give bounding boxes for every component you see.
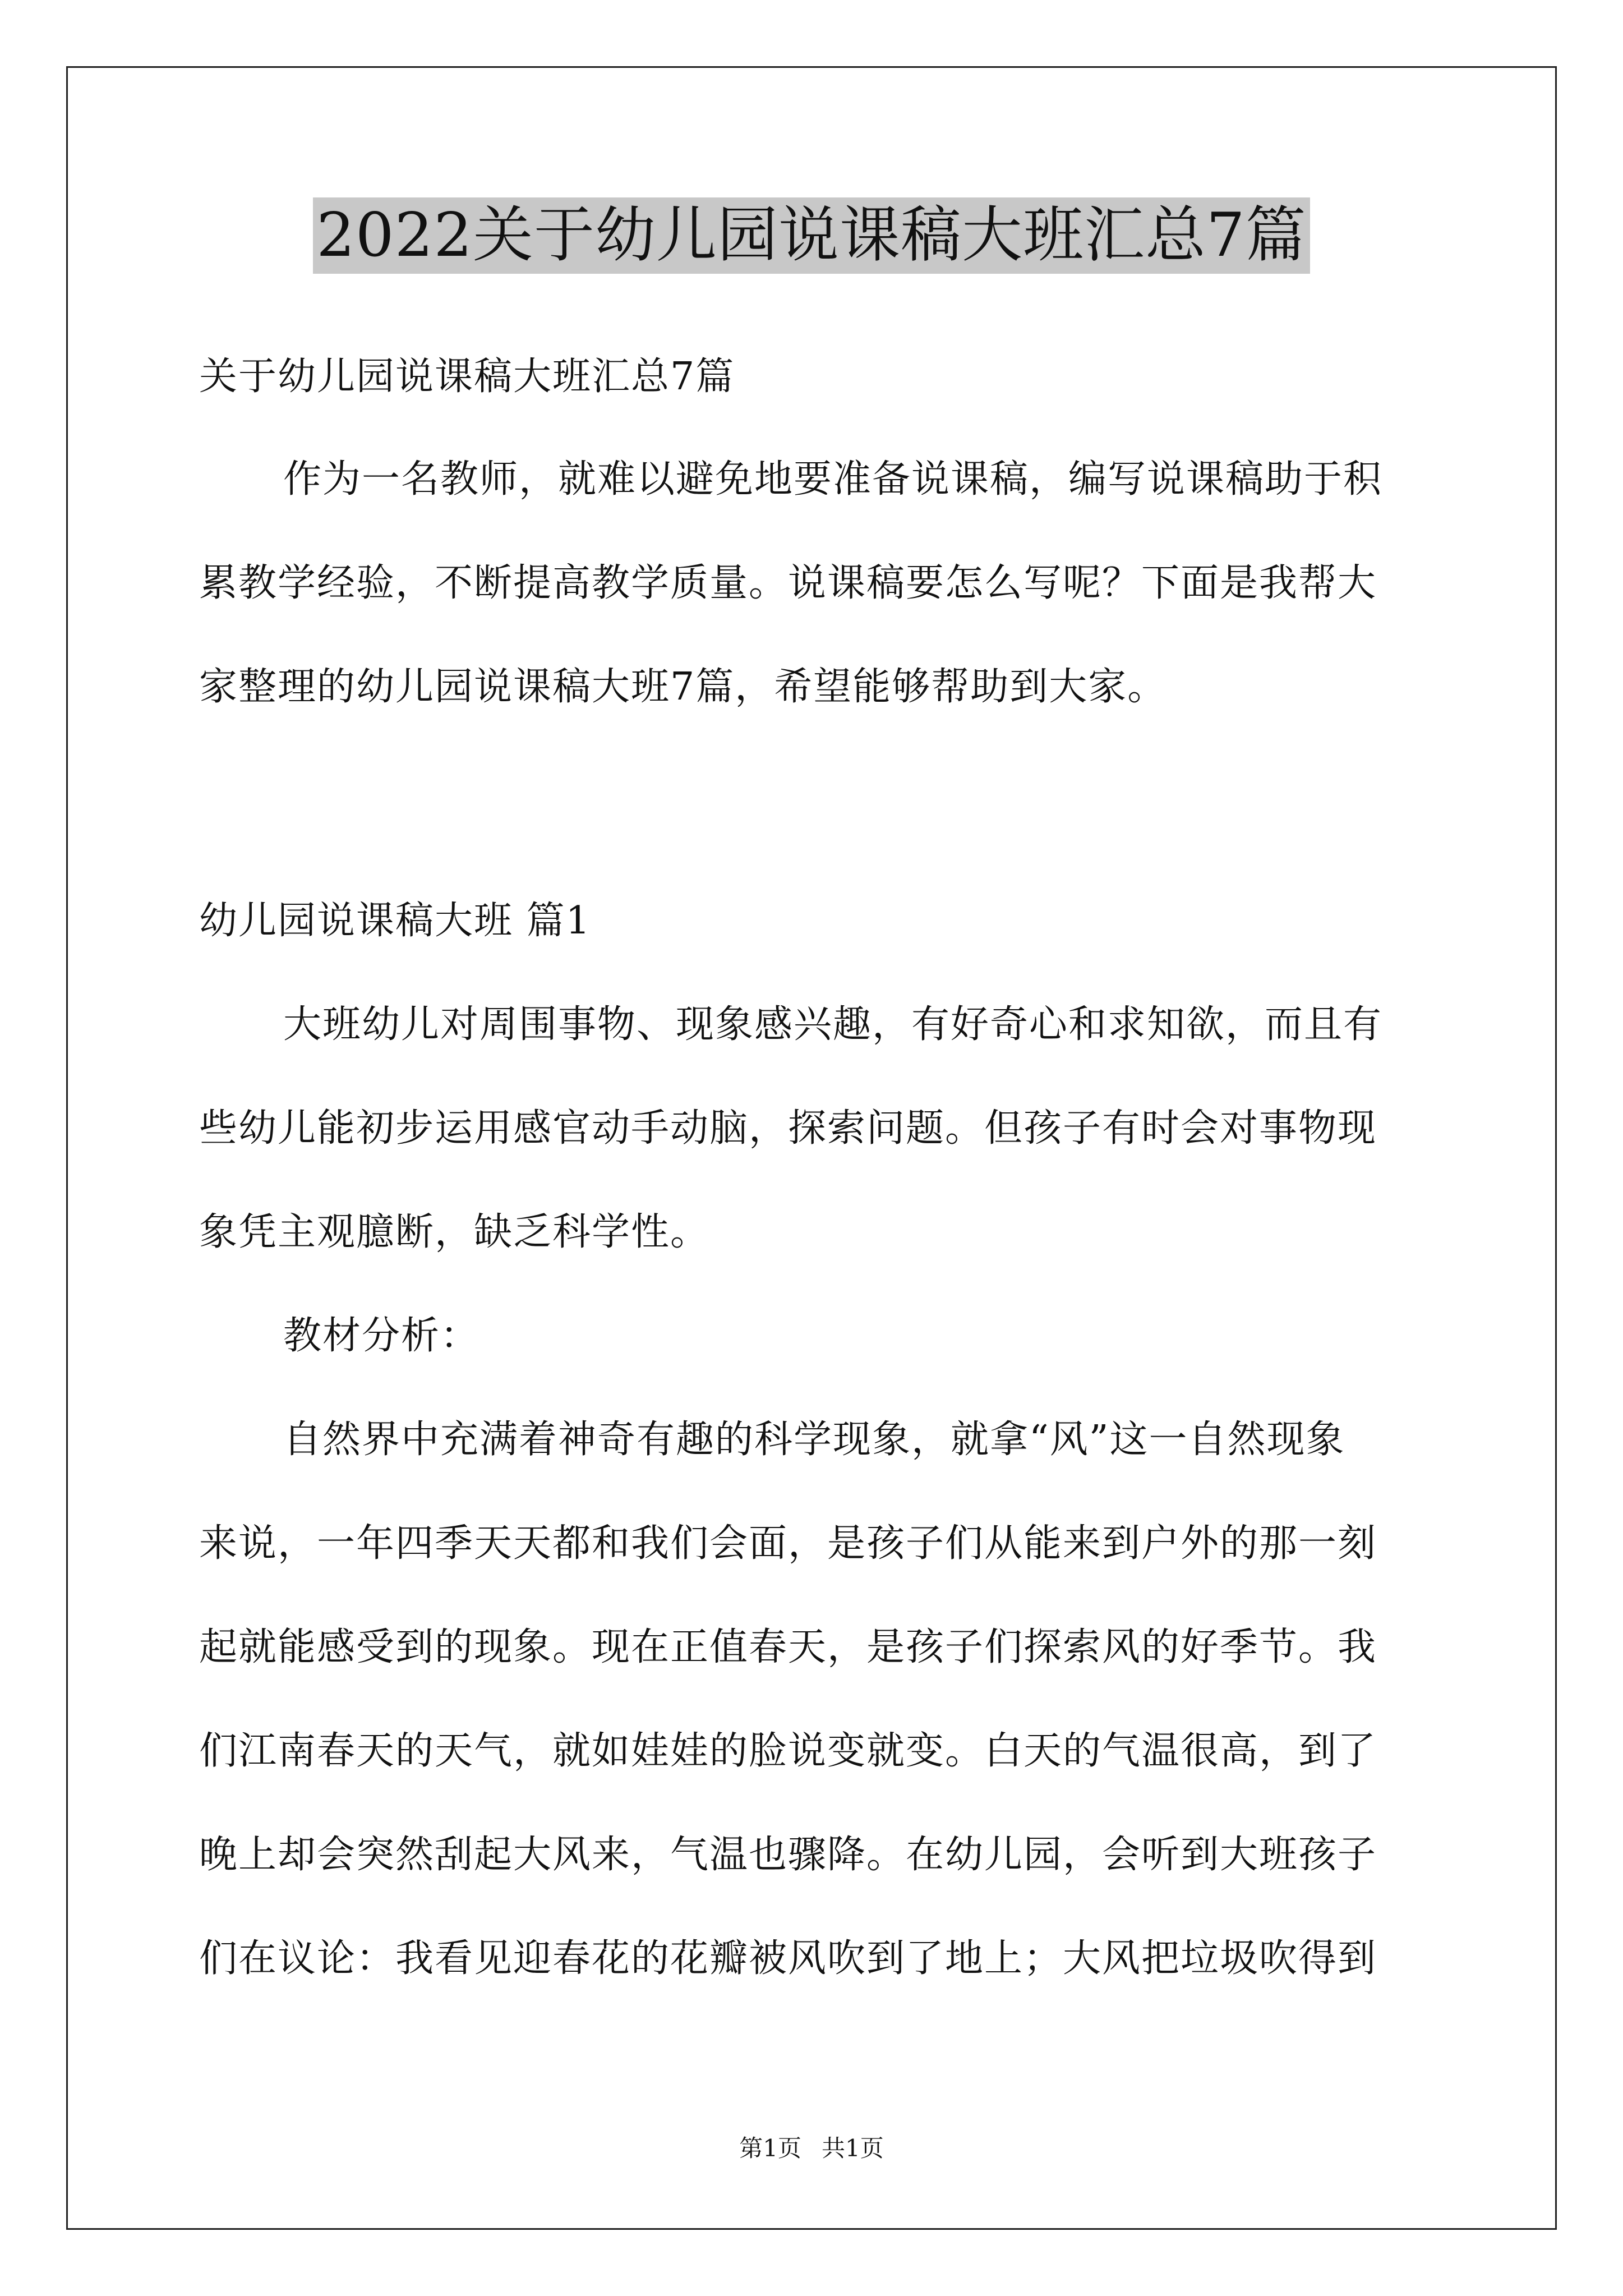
page-footer — [0, 2134, 1623, 2162]
paragraph-line: 些幼儿能初步运用感官动手动脑，探索问题。但孩子有时会对事物现 — [199, 1106, 1377, 1151]
paragraph-line: 们在议论：我看见迎春花的花瓣被风吹到了地上；大风把垃圾吹得到 — [199, 1936, 1377, 1981]
title-container — [0, 197, 1623, 274]
intro-line: 作为一名教师，就难以避免地要准备说课稿，编写说课稿助于积 — [283, 457, 1383, 501]
section-heading: 幼儿园说课稿大班 篇1 — [199, 899, 591, 943]
intro-line: 家整理的幼儿园说课稿大班7篇，希望能够帮助到大家。 — [199, 665, 1167, 709]
intro-line: 累教学经验，不断提高教学质量。说课稿要怎么写呢？下面是我帮大 — [199, 561, 1377, 605]
paragraph-line: 起就能感受到的现象。现在正值春天，是孩子们探索风的好季节。我 — [199, 1625, 1377, 1669]
page-number: 第1页 — [739, 2134, 801, 2162]
paragraph-line: 大班幼儿对周围事物、现象感兴趣，有好奇心和求知欲，而且有 — [283, 1002, 1383, 1047]
subheading: 教材分析： — [283, 1314, 480, 1358]
paragraph-line: 象凭主观臆断，缺乏科学性。 — [199, 1210, 710, 1254]
paragraph-line: 来说，一年四季天天都和我们会面，是孩子们从能来到户外的那一刻 — [199, 1521, 1377, 1566]
paragraph-line: 晚上却会突然刮起大风来，气温也骤降。在幼儿园，会听到大班孩子 — [199, 1833, 1377, 1877]
paragraph-line: 自然界中充满着神奇有趣的科学现象，就拿“风”这一自然现象 — [283, 1418, 1345, 1462]
page-total: 共1页 — [822, 2134, 884, 2162]
paragraph-line: 们江南春天的天气，就如娃娃的脸说变就变。白天的气温很高，到了 — [199, 1729, 1377, 1773]
document-title: 2022关于幼儿园说课稿大班汇总7篇 — [313, 197, 1310, 274]
subtitle: 关于幼儿园说课稿大班汇总7篇 — [199, 355, 735, 399]
